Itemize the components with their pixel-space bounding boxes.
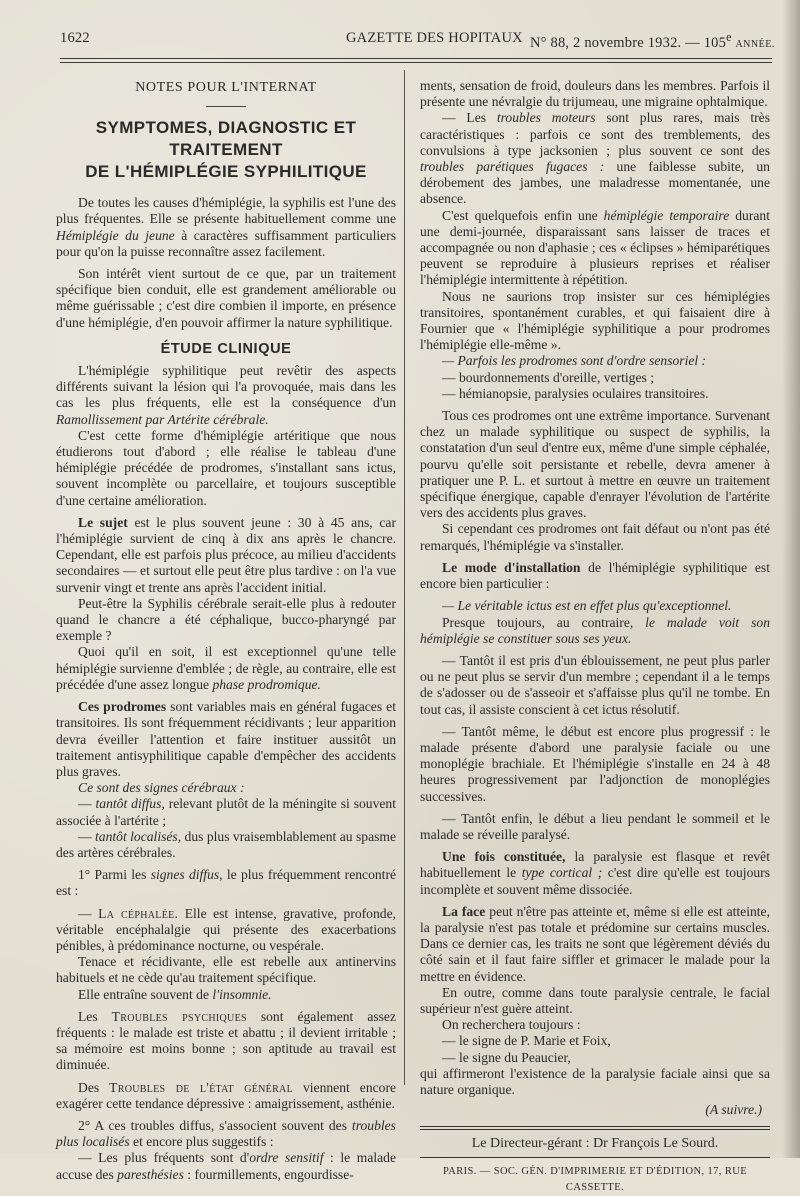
paragraph: 1° Parmi les signes diffus, le plus fréquemment rencontré est : [56,867,396,899]
printer-imprint: PARIS. — SOC. GÉN. D'IMPRIMERIE ET D'ÉDITION, 17, RUE CASSETTE. [442,1165,748,1193]
left-column [56,78,396,1183]
section-label: NOTES POUR L'INTERNAT [135,80,317,95]
header-rule-thin [60,62,772,63]
issue-info: N° 88, 2 novembre 1932. — 105e ANNÉE. [530,30,775,51]
paragraph: — Les plus fréquents sont d'ordre sensitif : le malade accuse des paresthésies : fourmillements, engourdisse- [56,1150,396,1182]
paragraph: Des Troubles de l'état général viennent encore exagérer cette tendance dépressive : amaigrissement, asthénie. [56,1079,397,1111]
paragraph: Elle entraîne souvent de l'insomnie. [78,986,272,1002]
paragraph-continued: ments, sensation de froid, douleurs dans les membres. Parfois il présente une névralgie du trijumeau, une migraine ophtalmique. [420,78,770,110]
paragraph: qui affirmeront l'existence de la paralysie faciale ainsi que sa nature organique. [420,1065,770,1097]
page-edge-shadow [782,0,800,1158]
article-title: SYMPTOMES, DIAGNOSTIC ET TRAITEMENT DE L'HÉMIPLÉGIE SYPHILITIQUE [85,118,367,182]
paragraph: Si cependant ces prodromes ont fait défaut ou n'ont pas été remarqués, l'hémiplégie va s'installer. [420,521,770,553]
journal-title: GAZETTE DES HOPITAUX [346,30,523,46]
page-number: 1622 [60,30,90,46]
intro-paragraph-2: Son intérêt vient surtout de ce que, par un traitement spécifique bien conduit, elle est grandement améliorable ou même guérissable ; c'est dire combien il importe, en présence d'une hémiplégie, d'en pouvoir affirmer la nature syphilitique. [56,266,396,330]
intro-paragraph: De toutes les causes d'hémiplégie, la syphilis est l'une des plus fréquentes. Elle se présente habituellement comme une Hémiplégie du jeune à caractères suffisamment particuliers pour qu'on la puisse reconnaître assez facilement. [56,195,396,259]
end-rule [420,1126,770,1127]
paragraph: — La céphalée. Elle est intense, gravative, profonde, véritable encéphalalgie qui présente des exacerbations pénibles, à prédominance nocturne, ou vespérale. [56,905,397,953]
paragraph: Le sujet est le plus souvent jeune : 30 à 45 ans, car l'hémiplégie survient de cinq à dix ans après le chancre. Cependant, elle est parfois plus précoce, au milieu d'accidents secondaires — et surtout elle peut être plus tardive : on l'a vue survenir vingt et trente ans après l'accident initial. [56,514,396,595]
paragraph: — Parfois les prodromes sont d'ordre sensoriel : [442,353,707,369]
paragraph: Presque toujours, au contraire, le malade voit son hémiplégie se constituer sous ses yeux. [420,614,770,646]
to-be-continued: (A suivre.) [705,1102,762,1118]
paragraph: — Tantôt enfin, le début a lieu pendant le sommeil et le malade se réveille paralysé. [420,810,770,842]
paragraph: C'est cette forme d'hémiplégie artéritique que nous étudierons tout d'abord ; elle réalise le tableau d'une hémiplégie précédée de prodromes, s'installant sans ictus, souvent incomplète ou parcellaire, et toujours susceptible d'une certaine amélioration. [56,427,396,508]
paragraph: — Tantôt il est pris d'un éblouissement, ne peut plus parler ou ne peut plus se servir d'un membre ; cependant il a le temps de s'adosser ou de s'asseoir et s'affaisse plus qu'il ne tombe. En tout cas, il assiste conscient à cet ictus résolutif. [420,652,770,717]
list-item: — tantôt localisés, dus plus vraisemblablement au spasme des artères cérébrales. [56,828,397,860]
list-item: — le signe de P. Marie et Foix, [442,1033,611,1049]
paragraph: La face peut n'être pas atteinte et, même si elle est atteinte, la paralysie n'est pas totale et prédomine sur certains muscles. Dans ce dernier cas, les traits ne sont que légèrement déviés du côté sain et il faut faire siffler et grimacer le malade pour la mettre en évidence. [420,903,770,984]
paragraph: Ce sont des signes cérébraux : [78,780,245,796]
paragraph: C'est quelquefois enfin une hémiplégie temporaire durant une demi-journée, disparaissant sans laisser de traces et accompagnée ou non d'aphasie ; ces « éclipses » hémiparétiques peuvent se reproduire à plusieurs reprises et réaliser l'hémiplégie intermittente à répétition. [420,207,770,288]
paragraph: Une fois constituée, la paralysie est flasque et revêt habituellement le type cortical ; c'est dire qu'elle est toujours incomplète et souvent même dissociée. [420,849,770,897]
paragraph: 2° A ces troubles diffus, s'associent souvent des troubles plus localisés et encore plus suggestifs : [56,1117,396,1150]
list-item: — bourdonnements d'oreille, vertiges ; [442,369,654,385]
paragraph: Nous ne saurions trop insister sur ces hémiplégies transitoires, spontanément curables, et qui faisaient dire à Fournier que « l'hémiplégie syphilitique a pour prodromes l'hémiplégie elle-même ». [420,288,770,353]
paragraph: Tous ces prodromes ont une extrême importance. Survenant chez un malade syphilitique ou suspect de syphilis, la constatation d'un seul d'entre eux, même d'une simple céphalée, pourvu qu'elle soit persistante et rebelle, devra amener à pratiquer une P. L. et surtout à mettre en œuvre un traitement spécifique énergique, capable d'enrayer l'évolution de l'artérite vers des accidents plus graves. [420,408,770,521]
list-item: — hémianopsie, paralysies oculaires transitoires. [442,385,709,401]
paragraph: En outre, comme dans toute paralysie centrale, le facial supérieur n'est guère atteint. [420,984,770,1016]
director-line: Le Directeur-gérant : Dr François Le Sourd. [471,1136,719,1152]
paragraph: Tenace et récidivante, elle est rebelle aux antinervins habituels et ne cède qu'au traitement spécifique. [56,954,396,986]
running-head [60,30,776,50]
paragraph: Les Troubles psychiques sont également assez fréquents : le malade est triste et abattu ; il devient irritable ; sa mémoire est moins bonne ; son aptitude au travail est diminuée. [56,1008,396,1073]
paragraph: — Tantôt même, le début est encore plus progressif : le malade présente d'abord une paralysie faciale ou une monoplégie brachiale. Et l'hémiplégie s'installe en 24 à 48 heures progressivement par l'adjonction de monoplégies successives. [420,723,770,804]
paragraph: — Le véritable ictus est en effet plus qu'exceptionnel. [442,598,732,614]
paragraph: — Les troubles moteurs sont plus rares, mais très caractéristiques : parfois ce sont des tremblements, des convulsions à type jacksonien ; plus souvent ce sont des troubles parétiques fugaces : une faiblesse subite, un dérobement des jambes, une maladresse momentanée, une absence. [420,110,770,207]
list-item: — tantôt diffus, relevant plutôt de la méningite si souvent associée à l'artérite ; [56,796,397,828]
column-divider [404,70,405,1085]
paragraph: Quoi qu'il en soit, il est exceptionnel qu'une telle hémiplégie survienne d'emblée ; de règle, au contraire, elle est précédée d'une assez longue phase prodromique. [56,644,396,692]
header-rule [60,58,772,59]
imprint-rule [420,1157,770,1158]
paragraph: Ces prodromes sont variables mais en général fugaces et transitoires. Ils sont fréquemment récidivants ; leur apparition devra éveiller l'attention et faire instituer aussitôt un traitement antisyphilitique capable d'empêcher des accidents plus graves. [56,699,396,779]
paragraph: L'hémiplégie syphilitique peut revêtir des aspects différents suivant la lésion qui l'a provoquée, mais dans les cas les plus fréquents, elle est la conséquence d'un Ramollissement par Artérite cérébrale. [56,363,396,427]
subheading-etude: ÉTUDE CLINIQUE [160,340,292,357]
right-column [420,78,770,1196]
end-rule-thin [420,1129,770,1130]
paragraph: Peut-être la Syphilis cérébrale serait-elle plus à redouter quand le chancre a été céphalique, bucco-pharyngé par exemple ? [56,595,396,644]
list-item: — le signe du Peaucier, [442,1049,571,1065]
paragraph: On recherchera toujours : [442,1017,581,1033]
title-rule [206,106,246,107]
paragraph: Le mode d'installation de l'hémiplégie syphilitique est encore bien particulier : [420,559,770,592]
